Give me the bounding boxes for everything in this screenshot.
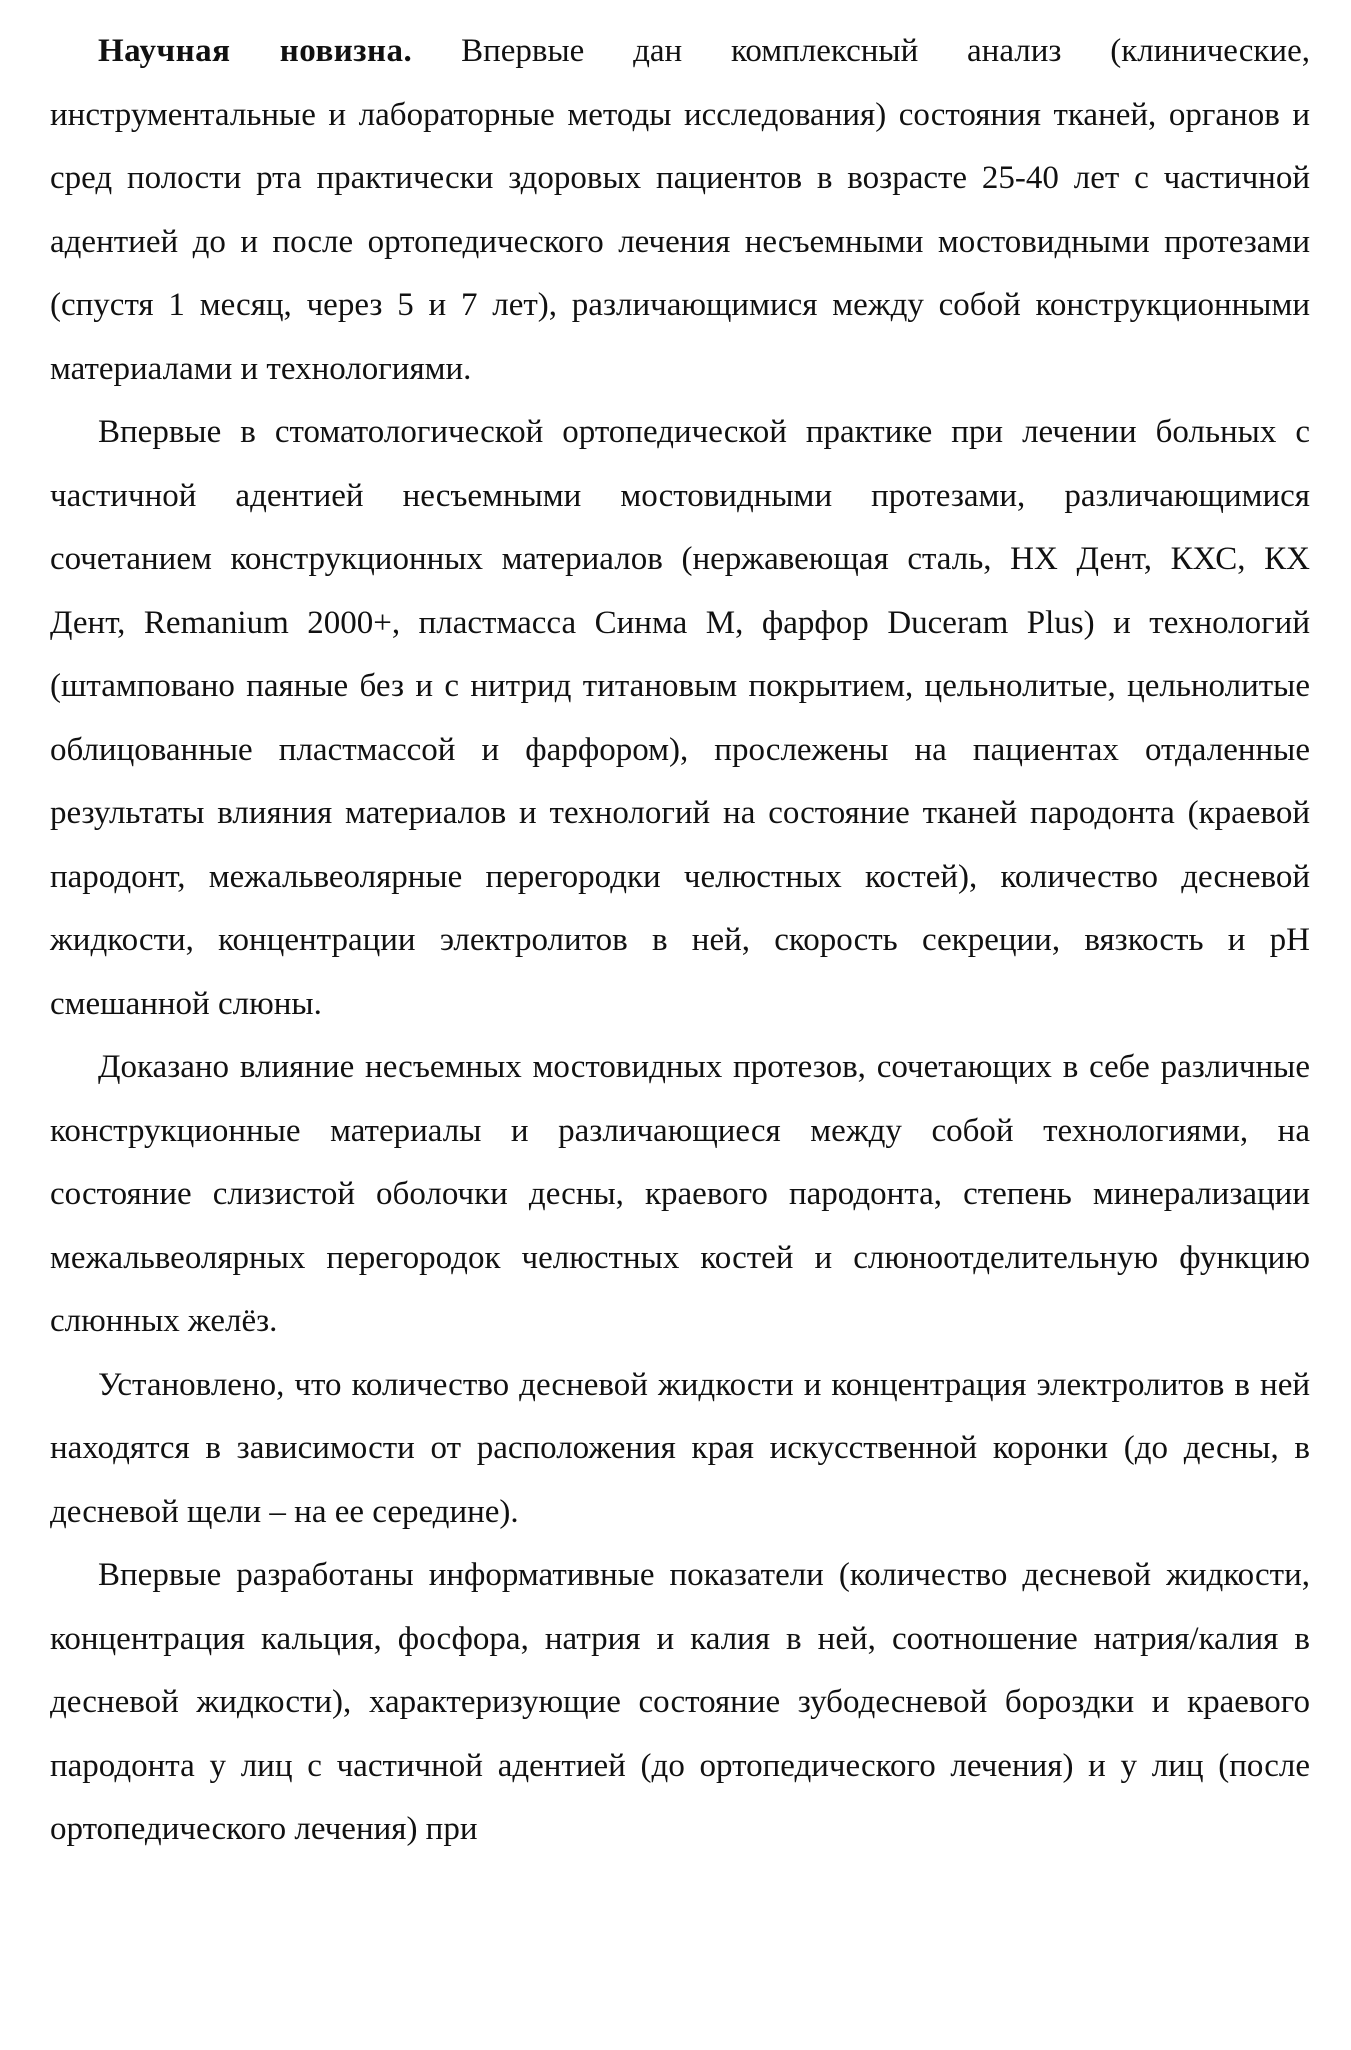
paragraph-indicators: Впервые разработаны информативные показатели (количество десневой жидкости, концентрация кальция, фосфора, натрия и калия в ней, соотношение натрия/калия в десневой жидкости), характеризующие состояние зубодесневой бороздки и краевого пародонта у лиц с частичной адентией (до ортопедического лечения) и у лиц (после ортопедического лечения) при [50,1557,1310,1847]
section-heading: Научная новизна. [98,33,413,69]
paragraph-scientific-novelty [50,20,1310,401]
document-page [50,20,1310,1862]
paragraph-text: Впервые дан комплексный анализ (клинические, инструментальные и лабораторные методы исследования) состояния тканей, органов и сред полости рта практически здоровых пациентов в возрасте 25-40 лет с частичной адентией до и после ортопедического лечения несъемными мостовидными протезами (спустя 1 месяц, через 5 и 7 лет), различающимися между собой конструкционными материалами и технологиями. [50,33,1310,387]
paragraph-established: Установлено, что количество десневой жидкости и концентрация электролитов в ней находятся в зависимости от расположения края искусственной коронки (до десны, в десневой щели – на ее середине). [50,1366,1310,1530]
paragraph-proven-influence: Доказано влияние несъемных мостовидных протезов, сочетающих в себе различные конструкционные материалы и различающиеся между собой технологиями, на состояние слизистой оболочки десны, краевого пародонта, степень минерализации межальвеолярных перегородок челюстных костей и слюноотделительную функцию слюнных желёз. [50,1049,1310,1339]
paragraph-first-in-practice: Впервые в стоматологической ортопедической практике при лечении больных с частичной адентией несъемными мостовидными протезами, различающимися сочетанием конструкционных материалов (нержавеющая сталь, НХ Дент, КХС, КХ Дент, Remanium 2000+, пластмасса Синма М, фарфор Duceram Plus) и технологий (штамповано паяные без и с нитрид титановым покрытием, цельнолитые, цельнолитые облицованные пластмассой и фарфором), прослежены на пациентах отдаленные результаты влияния материалов и технологий на состояние тканей пародонта (краевой пародонт, межальвеолярные перегородки челюстных костей), количество десневой жидкости, концентрации электролитов в ней, скорость секреции, вязкость и pH смешанной слюны. [50,414,1310,1022]
